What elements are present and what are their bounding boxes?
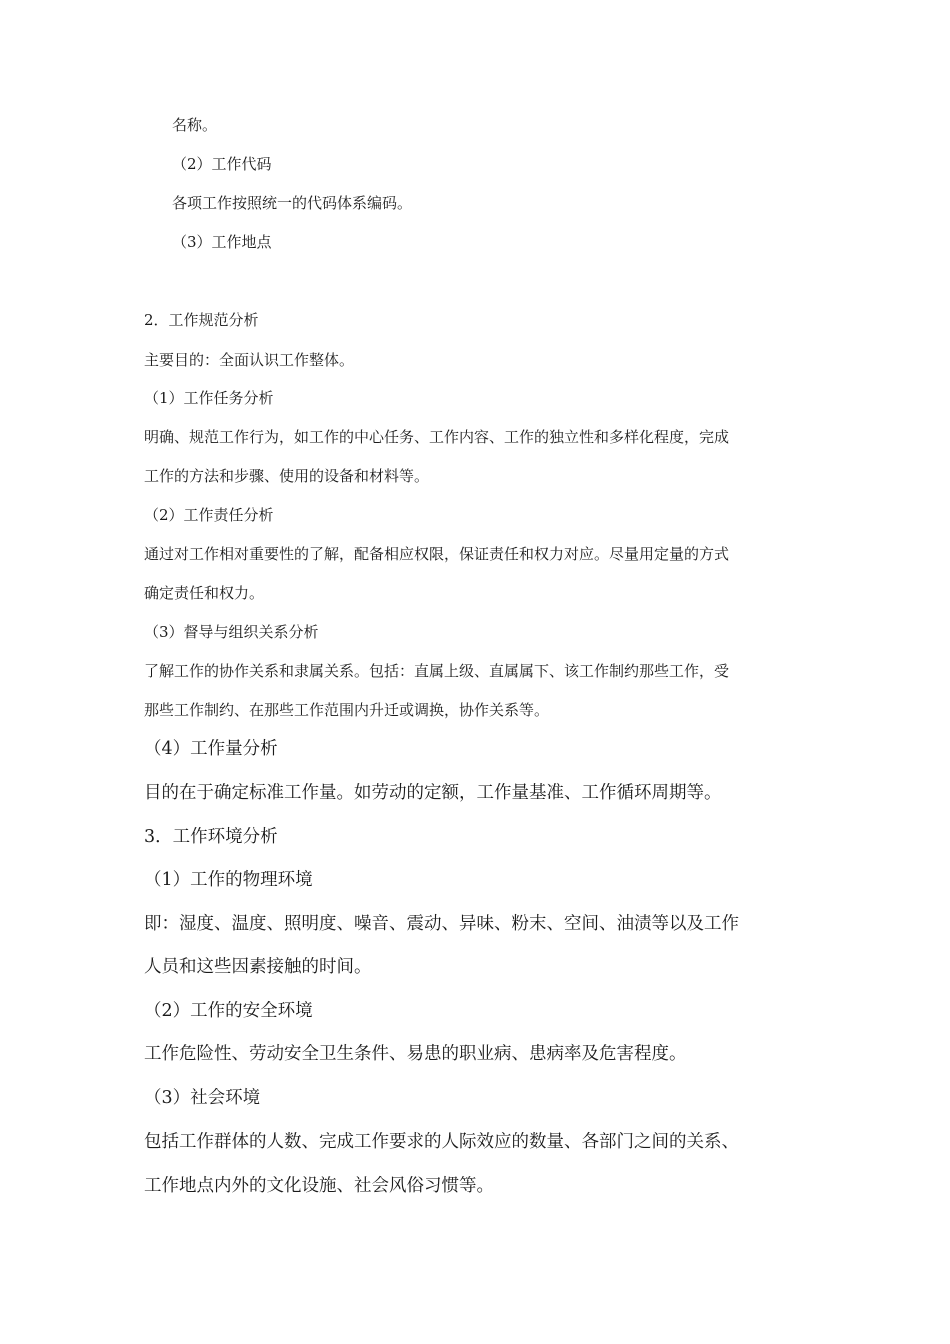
text-line: 目的在于确定标准工作量。如劳动的定额，工作量基准、工作循环周期等。 xyxy=(144,783,722,803)
text-line: 包括工作群体的人数、完成工作要求的人际效应的数量、各部门之间的关系、 xyxy=(144,1132,739,1152)
text-line: 通过对工作相对重要性的了解，配备相应权限，保证责任和权力对应。尽量用定量的方式 xyxy=(144,545,730,563)
subheading: （3）督导与组织关系分析 xyxy=(144,623,319,641)
text-line: 工作的方法和步骤、使用的设备和材料等。 xyxy=(144,467,430,485)
subheading: （2）工作代码 xyxy=(172,155,272,173)
section-heading: 3．工作环境分析 xyxy=(144,827,278,847)
text-line: 各项工作按照统一的代码体系编码。 xyxy=(172,194,413,212)
subheading: （3）工作地点 xyxy=(172,233,272,251)
subheading: （1）工作的物理环境 xyxy=(144,870,313,890)
subheading: （4）工作量分析 xyxy=(144,739,278,759)
text-line: 工作地点内外的文化设施、社会风俗习惯等。 xyxy=(144,1176,494,1196)
text-line: 明确、规范工作行为，如工作的中心任务、工作内容、工作的独立性和多样化程度，完成 xyxy=(144,428,730,446)
text-line: 即：湿度、温度、照明度、噪音、震动、异味、粉末、空间、油渍等以及工作 xyxy=(144,914,739,934)
subheading: （2）工作的安全环境 xyxy=(144,1001,313,1021)
text-line: 了解工作的协作关系和隶属关系。包括：直属上级、直属属下、该工作制约那些工作，受 xyxy=(144,662,730,680)
text-line: 人员和这些因素接触的时间。 xyxy=(144,957,372,977)
text-line: 主要目的：全面认识工作整体。 xyxy=(144,351,355,369)
text-line: 那些工作制约、在那些工作范围内升迁或调换，协作关系等。 xyxy=(144,701,550,719)
text-line: 确定责任和权力。 xyxy=(144,584,265,602)
text-line: 名称。 xyxy=(172,116,218,134)
subheading: （3）社会环境 xyxy=(144,1088,261,1108)
subheading: （1）工作任务分析 xyxy=(144,389,274,407)
text-line: 工作危险性、劳动安全卫生条件、易患的职业病、患病率及危害程度。 xyxy=(144,1044,687,1064)
section-heading: 2．工作规范分析 xyxy=(144,311,259,329)
subheading: （2）工作责任分析 xyxy=(144,506,274,524)
